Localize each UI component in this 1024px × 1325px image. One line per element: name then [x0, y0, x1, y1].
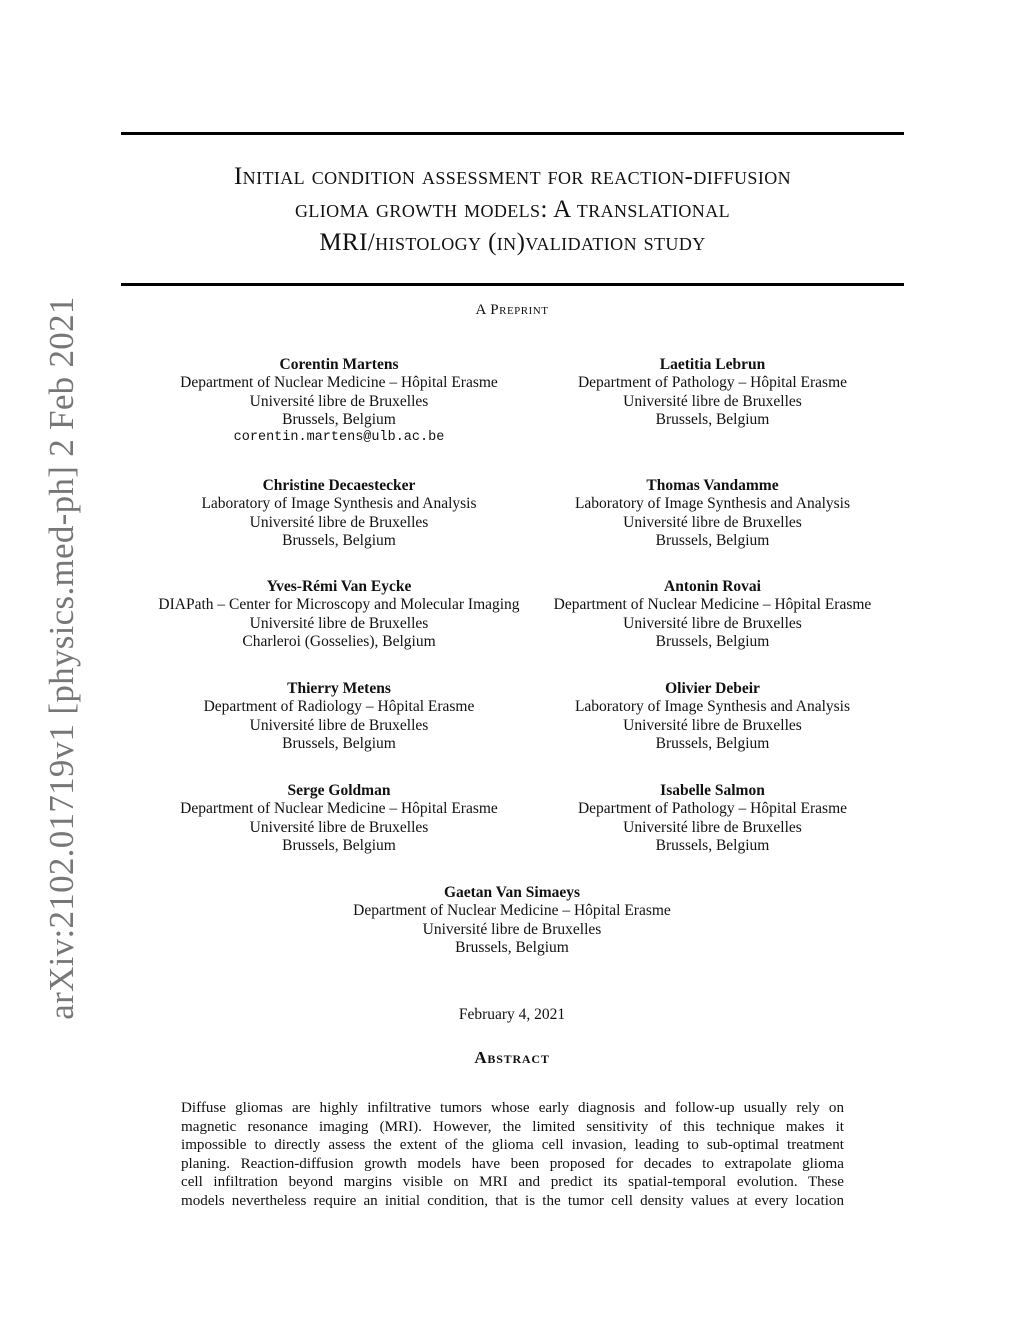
- author-name: Gaetan Van Simaeys: [443, 884, 581, 901]
- author-affiliation: Laboratory of Image Synthesis and Analysis: [574, 495, 851, 513]
- author-affiliation: Department of Pathology – Hôpital Erasme: [577, 800, 848, 818]
- abstract-line: Diffuse gliomas are highly infiltrative tumors whose early diagnosis and follow-up usually rely on: [181, 1100, 844, 1116]
- author-affiliation: Université libre de Bruxelles: [623, 614, 802, 632]
- author-affiliation: Laboratory of Image Synthesis and Analysis: [201, 495, 477, 513]
- author-location: Brussels, Belgium: [655, 836, 770, 854]
- author-name: Serge Goldman: [287, 782, 391, 799]
- author-name: Isabelle Salmon: [660, 782, 765, 799]
- title-line: glioma growth models: A translational: [294, 196, 730, 223]
- author-block: [500, 782, 925, 855]
- author-block: [500, 356, 925, 429]
- abstract-line: impossible to directly assess the extent of the glioma cell invasion, leading to sub-optimal treatment: [181, 1137, 844, 1153]
- author-block: [129, 680, 549, 753]
- preprint-label: A Preprint: [475, 302, 549, 318]
- author-block: [129, 477, 549, 550]
- author-name: Antonin Rovai: [664, 578, 761, 595]
- author-affiliation: Université libre de Bruxelles: [249, 818, 429, 836]
- abstract-body: [181, 1099, 844, 1210]
- author-block: [129, 578, 549, 651]
- author-location: Brussels, Belgium: [655, 531, 770, 549]
- author-affiliation: Université libre de Bruxelles: [249, 513, 429, 531]
- author-block: [500, 680, 925, 753]
- author-name: Thomas Vandamme: [646, 477, 779, 494]
- abstract-line: cell infiltration beyond margins visible on MRI and predict its spatial-temporal evolution. These: [181, 1174, 844, 1190]
- author-location: Brussels, Belgium: [655, 632, 770, 650]
- author-block: [262, 884, 762, 957]
- author-affiliation: Université libre de Bruxelles: [249, 614, 429, 632]
- author-location: Brussels, Belgium: [282, 531, 396, 549]
- author-name: Yves-Rémi Van Eycke: [266, 578, 412, 595]
- author-name: Corentin Martens: [279, 356, 399, 373]
- author-name: Christine Decaestecker: [262, 477, 416, 494]
- author-block: [129, 356, 549, 447]
- author-affiliation: Université libre de Bruxelles: [623, 392, 802, 410]
- paper-date: February 4, 2021: [458, 1006, 566, 1023]
- author-affiliation: Department of Nuclear Medicine – Hôpital Erasme: [553, 596, 872, 614]
- abstract-line: magnetic resonance imaging (MRI). However, the limited sensitivity of this technique makes it: [181, 1118, 844, 1135]
- author-location: Brussels, Belgium: [455, 938, 569, 956]
- author-location: Brussels, Belgium: [655, 734, 770, 752]
- abstract-heading: Abstract: [474, 1048, 550, 1067]
- author-location: Brussels, Belgium: [282, 410, 396, 428]
- author-affiliation: Université libre de Bruxelles: [623, 513, 802, 531]
- author-name: Olivier Debeir: [665, 680, 760, 697]
- author-affiliation: Department of Nuclear Medicine – Hôpital Erasme: [180, 800, 498, 818]
- author-block: [500, 477, 925, 550]
- author-affiliation: Université libre de Bruxelles: [249, 716, 429, 734]
- author-affiliation: DIAPath – Center for Microscopy and Molecular Imaging: [158, 596, 520, 614]
- author-name: Laetitia Lebrun: [659, 356, 766, 373]
- author-block: [500, 578, 925, 651]
- author-affiliation: Department of Pathology – Hôpital Erasme: [577, 374, 848, 392]
- title-rule-bottom: [121, 283, 904, 286]
- author-name: Thierry Metens: [287, 680, 391, 697]
- author-affiliation: Department of Nuclear Medicine – Hôpital Erasme: [180, 374, 498, 392]
- author-affiliation: Université libre de Bruxelles: [623, 716, 802, 734]
- author-block: [129, 782, 549, 855]
- abstract-line: planing. Reaction-diffusion growth models have been proposed for decades to extrapolate glioma: [181, 1155, 844, 1172]
- author-location: Brussels, Belgium: [655, 410, 770, 428]
- author-affiliation: Department of Nuclear Medicine – Hôpital Erasme: [353, 902, 671, 920]
- author-email[interactable]: corentin.martens@ulb.ac.be: [233, 430, 445, 446]
- author-location: Charleroi (Gosselies), Belgium: [242, 632, 436, 650]
- title-rule-top: [121, 132, 904, 135]
- paper-title: [121, 160, 904, 259]
- author-location: Brussels, Belgium: [282, 734, 396, 752]
- title-line: Initial condition assessment for reaction-diffusion: [233, 163, 792, 190]
- author-affiliation: Université libre de Bruxelles: [623, 818, 802, 836]
- arxiv-stamp: arXiv:2102.01719v1 [physics.med-ph] 2 Feb 2021: [42, 296, 81, 1020]
- author-location: Brussels, Belgium: [282, 836, 396, 854]
- abstract-line: models nevertheless require an initial condition, that is the tumor cell density values at every location: [181, 1192, 844, 1209]
- title-line: MRI/histology (in)validation study: [319, 229, 706, 256]
- author-affiliation: Department of Radiology – Hôpital Erasme: [203, 698, 475, 716]
- author-affiliation: Laboratory of Image Synthesis and Analysis: [574, 698, 851, 716]
- author-affiliation: Université libre de Bruxelles: [422, 920, 602, 938]
- author-affiliation: Université libre de Bruxelles: [249, 392, 429, 410]
